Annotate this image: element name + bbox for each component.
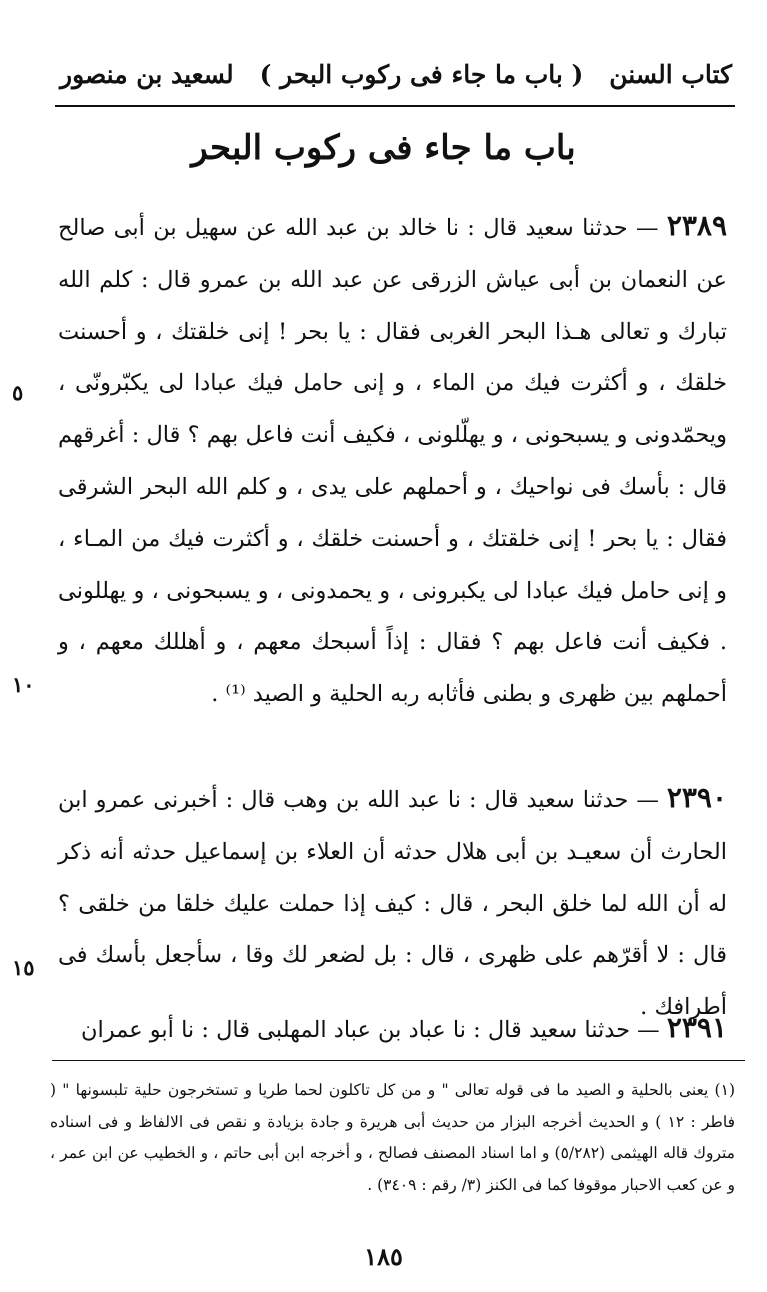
hadith-number: ٢٣٩٠ (666, 781, 727, 814)
header-chapter: ( باب ما جاء فى ركوب البحر ) (259, 59, 584, 89)
header-book-title: كتاب السنن (609, 59, 732, 89)
header-rule (55, 105, 735, 107)
line-number-10: ١٠ (12, 672, 35, 697)
page-number: ١٨٥ (364, 1242, 403, 1271)
footnote-rule (52, 1060, 745, 1061)
hadith-text: — حدثنا سعيد قال : نا خالد بن عبد الله عن سهيل بن أبى صالح عن النعمان بن أبى عياش الزرقى عن عبد الله بن عمرو قال : كلم الله تبارك و تعالى هـذا البحر الغربى فقال : يا بحر ! إنى خلقتك ، و أحسنت خلقك ، و أكثرت فيك من الماء ، و إنى حامل فيك عبادا لى يكبّرونّى ، ويحمّدونى و يسبحونى ، و يهلّلونى ، فكيف أنت فاعل بهم ؟ قال : أغرقهم قال : بأسك فى نواحيك ، و أحملهم على يدى ، و كلم الله البحر الشرقى فقال : يا بحر ! إنى خلقتك ، و أحسنت خلقك ، و أكثرت فيك من المـاء ، و إنى حامل فيك عبادا لى يكبرونى ، و يحمدونى ، و يسبحونى ، و يهللونى . فكيف أنت فاعل بهم ؟ فقال : إذاً أسبحك معهم ، و أهللك معهم ، و أحملهم بين ظهرى و بطنى فأثابه ربه الحلية و الصيد ⁽¹⁾ . (58, 215, 727, 708)
hadith-text: — حدثنا سعيد قال : نا عباد بن عباد المهلبى قال : نا أبو عمران (81, 1017, 667, 1043)
line-number-5: ٥ (12, 380, 24, 405)
hadith-2389 (58, 200, 727, 721)
hadith-text: — حدثنا سعيد قال : نا عبد الله بن وهب قال : أخبرنى عمرو ابن الحارث أن سعيـد بن أبى هلال حدثه أن العلاء بن إسماعيل حدثه أنه ذكر له أن الله لما خلق البحر ، قال : كيف إذا حملت عليك خلقا من خلقى ؟ قال : لا أقرّهم على ظهرى ، قال : بل لضعر لك وقا ، سأجعل بأسك فى أطرافك . (58, 787, 727, 1021)
line-number-15: ١٥ (12, 955, 35, 980)
hadith-number: ٢٣٨٩ (666, 209, 727, 242)
footnote: (١) يعنى بالحلية و الصيد ما فى قوله تعالى " و من كل تاكلون لحما طريا و تستخرجون حلية تلبسونها " ( فاطر : ١٢ ) و الحديث أخرجه البزار من حديث أبى هريرة و جادة بزيادة و نقص فى الالفاظ و فى اسناده متروك قاله الهيثمى (٥/٢٨٢) و اما اسناد المصنف فصالح ، و أخرجه ابن أبى حاتم ، و الخطيب عن ابن عمر ، و عن كعب الاحبار موقوفا كما فى الكنز (٣/ رقم : ٣٤٠٩) . (50, 1081, 735, 1194)
chapter-title: باب ما جاء فى ركوب البحر (191, 128, 576, 168)
hadith-2391 (58, 1002, 727, 1057)
running-header (60, 52, 732, 96)
header-author: لسعيد بن منصور (60, 59, 234, 89)
hadith-2390 (58, 772, 727, 1034)
hadith-number: ٢٣٩١ (666, 1011, 727, 1044)
